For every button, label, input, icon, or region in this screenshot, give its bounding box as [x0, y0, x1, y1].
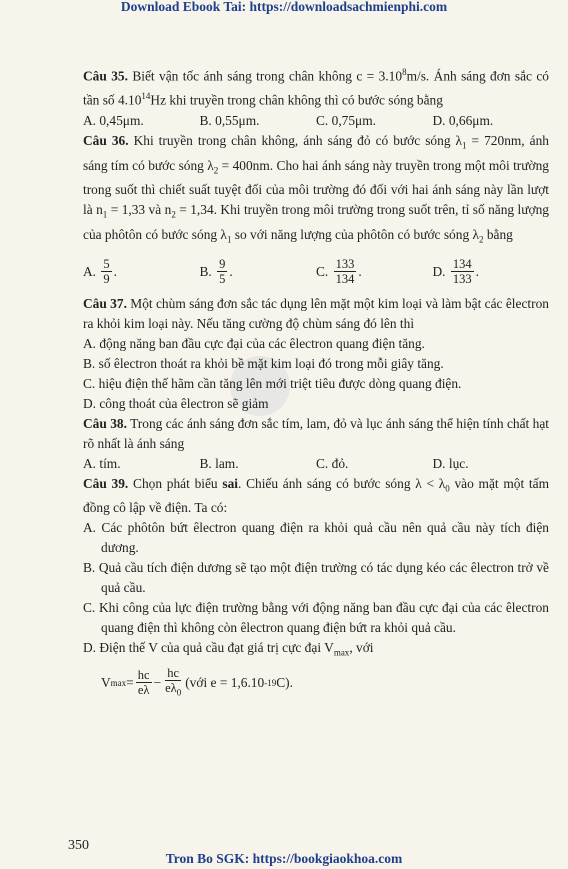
q39-option-d: D. Điện thế V của quả cầu đạt giá trị cực đại $V_{max}$, với	[83, 640, 374, 658]
question-35: Câu 35. Biết vận tốc ánh sáng trong chân không $c = 3.10^8m/s$. Ánh sáng đơn sắc có tần số 4.10$^{14}$Hz khi truyền trong chân không thì có bước sóng bằng	[83, 67, 550, 108]
page-content	[83, 62, 549, 703]
q35-option-a: A. 0,45μm.	[83, 112, 144, 128]
q37-option-c: C. hiệu điện thế hãm cần tăng lên mới triệt tiêu được dòng quang điện.	[83, 375, 462, 391]
q37-option-d: D. công thoát của êlectron sẽ giảm	[83, 395, 269, 411]
vmax-formula: V max = $\frac{hc}{e\lambda}$ − $\frac{hc}{e\lambda_0}$ (với e = 1,6.10 -19 C).	[101, 666, 293, 698]
q38-options	[83, 454, 549, 474]
question-37: Câu 37. Một chùm sáng đơn sắc tác dụng lên mặt một kim loại và làm bật các êlectron ra khỏi kim loại này. Nếu tăng cường độ chùm sáng đó lên thì	[83, 295, 549, 331]
q37-option-a: A. động năng ban đầu cực đại của các êlectron quang điện tăng.	[83, 335, 425, 351]
q38-option-c: C. đỏ.	[316, 455, 349, 471]
q36-option-d: D. $\frac{134}{133}$ .	[432, 257, 479, 287]
bottom-banner: Tron Bo SGK: https://bookgiaokhoa.com	[165, 851, 403, 866]
q39-option-a: A. Các phôtôn bứt êlectron quang điện ra khỏi quả cầu nên quả cầu này tích điện dương.	[83, 520, 549, 556]
q39-option-c: C. Khi công của lực điện trường bằng với động năng ban đầu cực đại của các êlectron quang điện thì không còn êlectron quang điện bứt ra khỏi quả cầu.	[83, 600, 549, 636]
q38-option-a: A. tím.	[83, 455, 121, 471]
q35-option-c: C. 0,75μm.	[316, 112, 377, 128]
q38-option-b: B. lam.	[199, 455, 239, 471]
q36-option-b: B. $\frac{9}{5}$ .	[199, 257, 233, 287]
q38-option-d: D. lục.	[432, 455, 469, 471]
question-38: Câu 38. Trong các ánh sáng đơn sắc tím, lam, đỏ và lục ánh sáng thể hiện tính chất hạt rõ nhất là ánh sáng	[83, 415, 549, 451]
q37-option-b: B. số êlectron thoát ra khỏi bề mặt kim loại đó trong mỗi giây tăng.	[83, 355, 444, 371]
q39-option-b: B. Quả cầu tích điện dương sẽ tạo một điện trường có tác dụng kéo các êlectron trở về quả cầu.	[83, 560, 549, 596]
q36-option-a: A. $\frac{5}{9}$ .	[83, 257, 117, 287]
q36-options	[83, 252, 549, 292]
q35-options	[83, 111, 549, 131]
q35-option-d: D. 0,66μm.	[432, 112, 494, 128]
question-39: Câu 39. Chọn phát biểu sai. Chiếu ánh sáng có bước sóng $\lambda < \lambda_0$ vào mặt một tấm đồng cô lập về điện. Ta có:	[83, 475, 549, 516]
page-number: 350	[68, 838, 89, 853]
question-36: Câu 36. Khi truyền trong chân không, ánh sáng đỏ có bước sóng $\lambda_1 = 720nm$, ánh sáng tím có bước sóng $\lambda_2 = 400nm$. Cho hai ánh sáng này truyền trong một môi trường trong suốt thì chiết suất tuyệt đối của môi trường đó đối với hai ánh sáng này lần lượt là $n_1 = 1,33$ và $n_2 = 1,34$. Khi truyền trong môi trường trong suốt trên, tỉ số năng lượng của phôtôn có bước sóng $\lambda_1$ so với năng lượng của phôtôn có bước sóng $\lambda_2$ bằng	[83, 132, 549, 245]
q35-option-b: B. 0,55μm.	[199, 112, 260, 128]
q36-option-c: C. $\frac{133}{134}$ .	[316, 257, 362, 287]
top-banner: Download Ebook Tai: https://downloadsachmienphi.com	[120, 0, 448, 14]
